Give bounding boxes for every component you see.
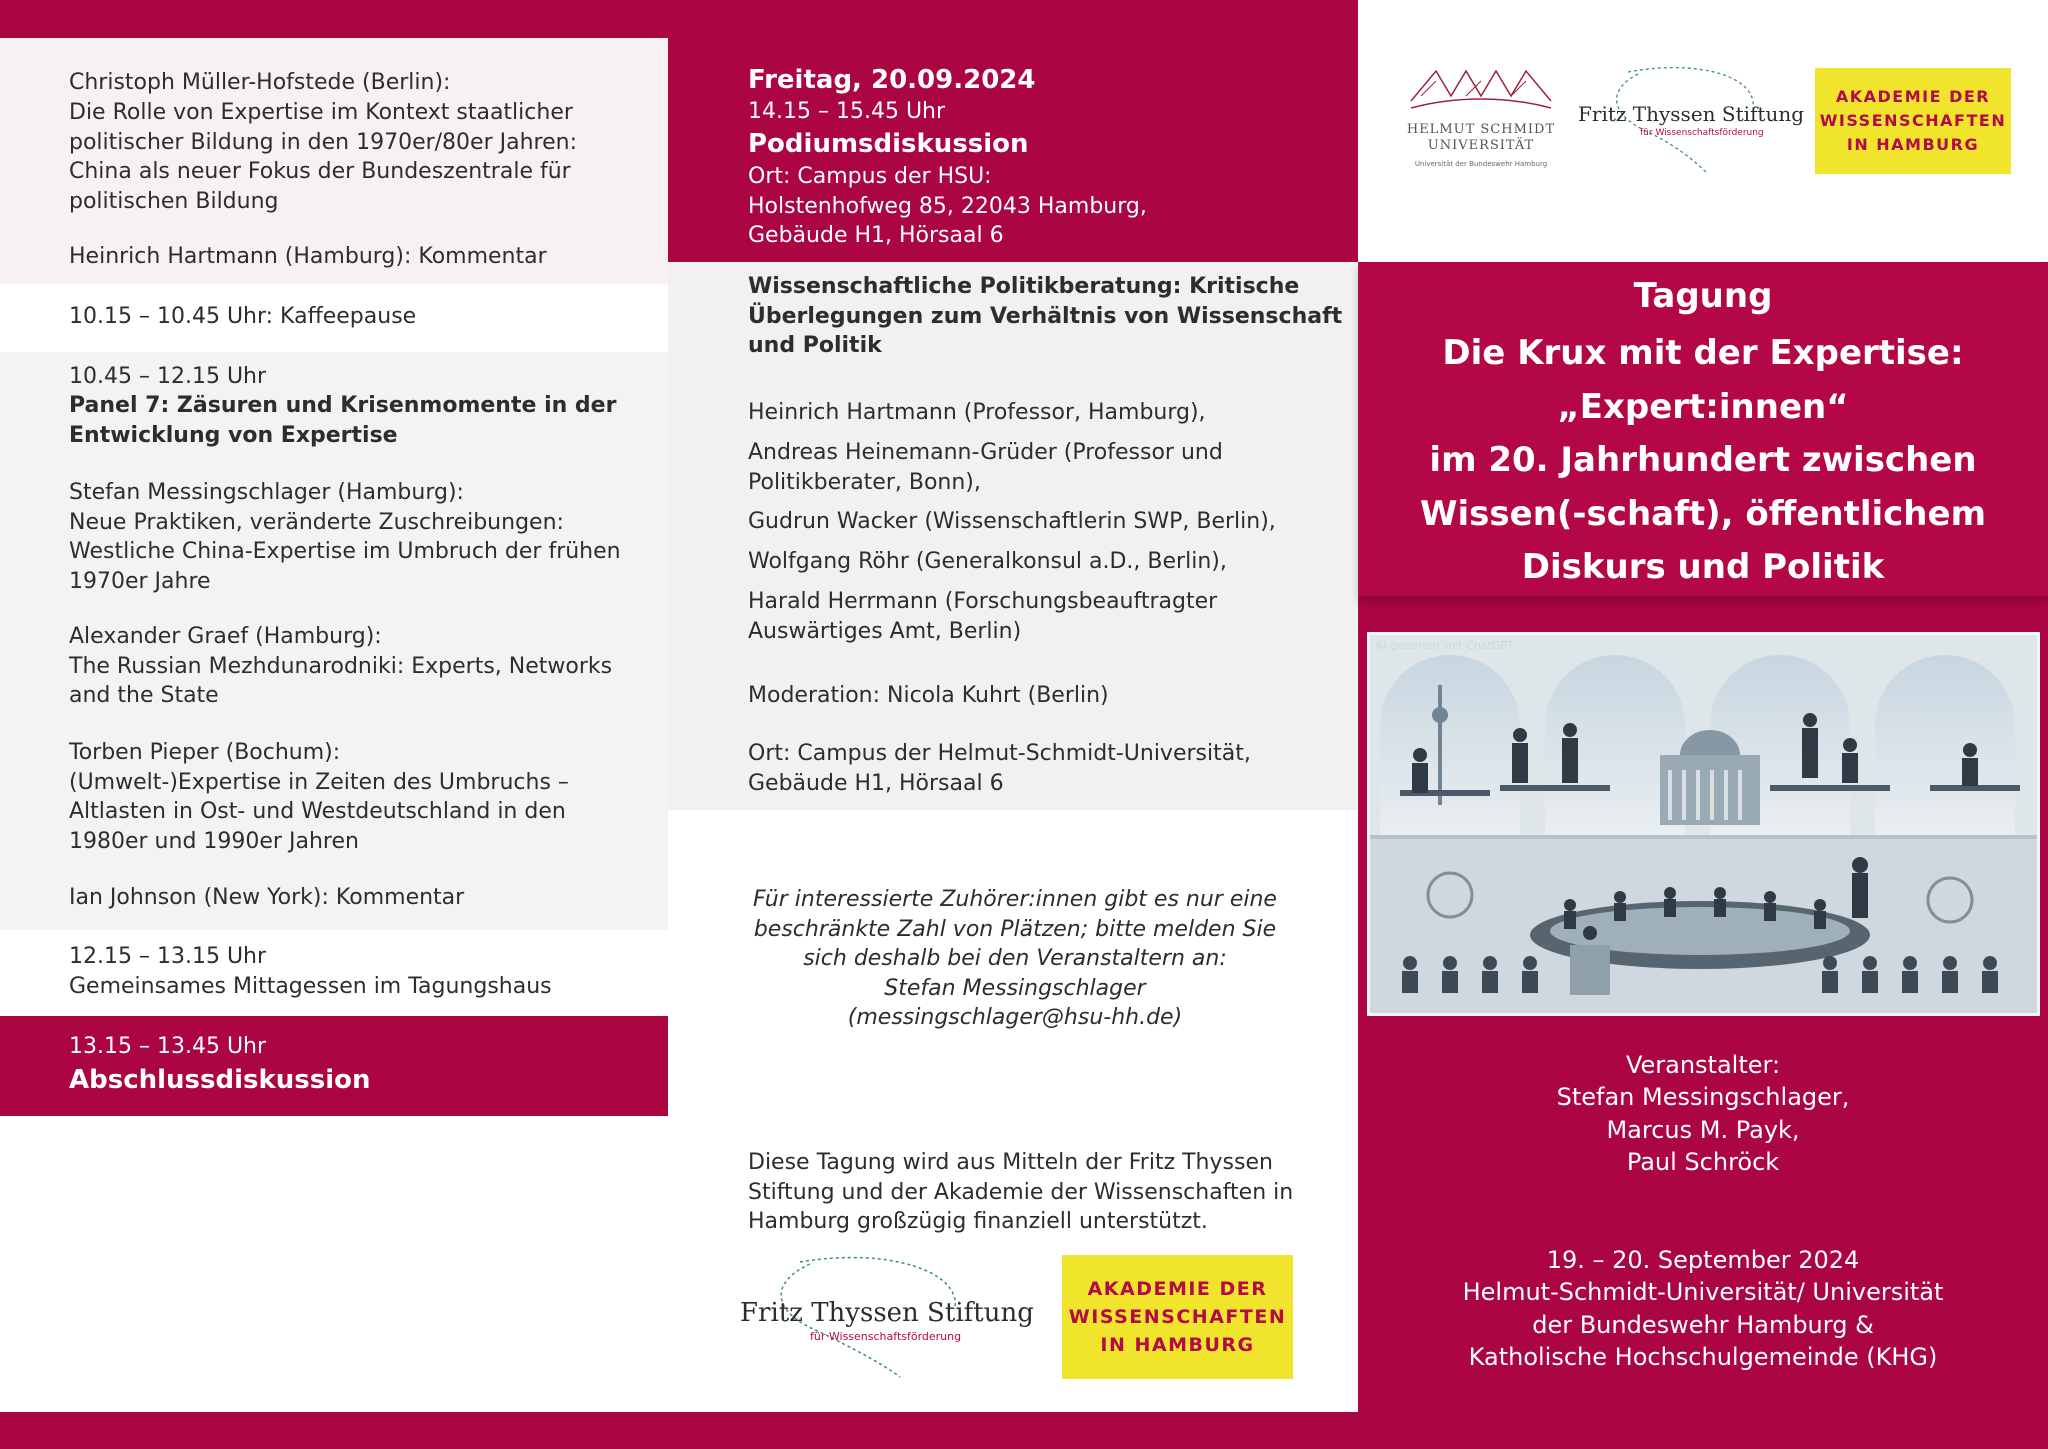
participant-item: Harald Herrmann (Forschungsbeauftragter Auswärtiges Amt, Berlin) (748, 589, 1218, 644)
friday-date: Freitag, 20.09.2024 (748, 65, 1036, 95)
fts-sub-fuer: für (810, 1330, 826, 1343)
debate-scene-image (1370, 635, 2037, 1013)
lunch-text: 12.15 – 13.15 Uhr Gemeinsames Mittagessen im Tagungshaus (69, 944, 552, 999)
friday-time: 14.15 – 15.45 Uhr (748, 99, 946, 124)
akademie-logo-bottom: AKADEMIE DER WISSENSCHAFTEN IN HAMBURG (1062, 1255, 1293, 1379)
comment-johnson: Ian Johnson (New York): Kommentar (69, 885, 465, 910)
conference-dates: 19. – 20. September 2024 (1546, 1246, 1860, 1274)
speaker-name: Christoph Müller-Hofstede (Berlin): (69, 70, 451, 95)
talk-title: Die Rolle von Expertise im Kontext staatlicher politischer Bildung in den 1970er/80er Jahren: China als neuer Fokus der Bundeszentrale für politischen Bildung (69, 100, 577, 214)
bottom-band (0, 1412, 1358, 1449)
talk-messingschlager: Stefan Messingschlager (Hamburg): Neue Praktiken, veränderte Zuschreibungen: Westliche China-Expertise im Umbruch der frühen 1970er Jahre (69, 480, 621, 594)
fts-sub-label: Wissenschaftsförderung (1655, 128, 1764, 138)
panel-7-section (0, 352, 668, 930)
coffee-break-text: 10.15 – 10.45 Uhr: Kaffeepause (69, 304, 417, 329)
conference-venue: Helmut-Schmidt-Universität/ Universität der Bundeswehr Hamburg & Katholische Hochschulgemeinde (KHG) (1462, 1278, 1944, 1371)
conference-kicker: Tagung (1633, 276, 1773, 316)
image-caption: KI-generiert mit ChatGPT (1376, 639, 1514, 652)
akademie-logo-top: AKADEMIE DER WISSENSCHAFTEN IN HAMBURG (1815, 68, 2011, 174)
moderation-line: Moderation: Nicola Kuhrt (Berlin) (748, 683, 1109, 708)
funding-note: Diese Tagung wird aus Mitteln der Fritz Thyssen Stiftung und der Akademie der Wissenschaften in Hamburg großzügig finanziell unterstützt. (748, 1150, 1294, 1234)
panel-7-title: Panel 7: Zäsuren und Krisenmomente in der Entwicklung von Expertise (69, 393, 617, 448)
event-type: Podiumsdiskussion (748, 129, 1029, 159)
fts-name: Fritz Thyssen Stiftung (1578, 102, 1805, 126)
left-top-band (0, 0, 668, 38)
hsu-line1: HELMUT SCHMIDT (1406, 122, 1556, 137)
podium-discussion-section (668, 262, 1358, 810)
logo-header (1358, 0, 2048, 262)
closing-time: 13.15 – 13.45 Uhr (69, 1034, 267, 1059)
talk-graef: Alexander Graef (Hamburg): The Russian Mezhdunarodniki: Experts, Networks and the State (69, 624, 613, 708)
fritz-thyssen-logo-top (1578, 64, 1805, 179)
comment-line: Heinrich Hartmann (Hamburg): Kommentar (69, 244, 547, 269)
organizers-label: Veranstalter: (1625, 1051, 1781, 1079)
coffee-break-section (0, 284, 668, 352)
panel-7-time: 10.45 – 12.15 Uhr (69, 364, 267, 389)
participant-item: Gudrun Wacker (Wissenschaftlerin SWP, Berlin), (748, 509, 1276, 534)
event-location: Ort: Campus der HSU: Holstenhofweg 85, 22043 Hamburg, Gebäude H1, Hörsaal 6 (748, 164, 1147, 248)
organizers-names: Stefan Messingschlager, Marcus M. Payk, Paul Schröck (1556, 1083, 1850, 1176)
participant-item: Heinrich Hartmann (Professor, Hamburg), (748, 400, 1206, 425)
fts-sub (810, 1330, 961, 1343)
talk-pieper: Torben Pieper (Bochum): (Umwelt-)Expertise in Zeiten des Umbruchs – Altlasten in Ost- und Westdeutschland in den 1980er und 1990er Jahren (69, 740, 569, 854)
talk-mueller-hofstede-section (0, 38, 668, 284)
registration-note: Für interessierte Zuhörer:innen gibt es nur eine beschränkte Zahl von Plätzen; bitte melden Sie sich deshalb bei den Veranstaltern an: Stefan Messingschlager (messingschlager@hsu-hh.de) (753, 887, 1277, 1030)
discussion-title: Wissenschaftliche Politikberatung: Kritische Überlegungen zum Verhältnis von Wissenschaft und Politik (748, 274, 1343, 358)
lunch-section (0, 930, 668, 1016)
fritz-thyssen-logo-bottom (730, 1252, 1034, 1382)
hsu-line3: Universität der Bundeswehr Hamburg (1414, 160, 1548, 168)
closing-title: Abschlussdiskussion (69, 1065, 371, 1095)
hsu-emblem-icon (1406, 66, 1556, 116)
fts-sub (1640, 128, 1764, 138)
fts-sub-fuer: für (1640, 128, 1653, 138)
hsu-logo (1406, 66, 1556, 176)
friday-header-section (668, 0, 1358, 262)
fts-sub-label: Wissenschaftsförderung (828, 1330, 962, 1343)
participant-item: Andreas Heinemann-Grüder (Professor und Politikberater, Bonn), (748, 440, 1223, 495)
closing-discussion-section (0, 1016, 668, 1116)
hsu-line2: UNIVERSITÄT (1427, 138, 1535, 153)
conference-title-box (1358, 262, 2048, 596)
conference-title: Die Krux mit der Expertise: „Expert:innen“ im 20. Jahrhundert zwischen Wissen(-schaft), öffentlichem Diskurs und Politik (1420, 333, 1986, 587)
participant-item: Wolfgang Röhr (Generalkonsul a.D., Berlin), (748, 549, 1227, 574)
venue-line: Ort: Campus der Helmut-Schmidt-Universität, Gebäude H1, Hörsaal 6 (748, 741, 1251, 796)
conference-illustration (1367, 632, 2040, 1016)
fts-name: Fritz Thyssen Stiftung (740, 1298, 1034, 1328)
